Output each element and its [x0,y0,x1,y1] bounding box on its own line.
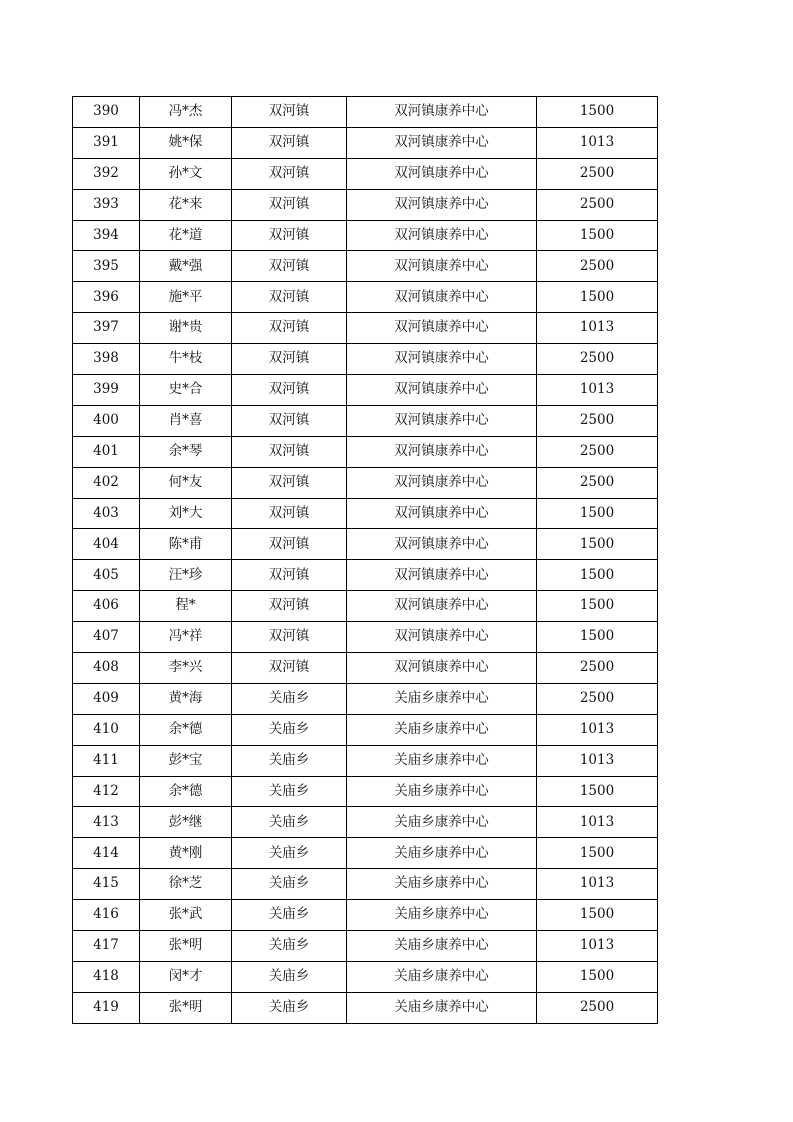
town-cell: 双河镇 [232,405,347,436]
amount-cell: 2500 [537,344,658,375]
name-cell: 余*德 [140,776,232,807]
name-cell: 花*来 [140,189,232,220]
table-row [73,189,658,220]
table-row [73,375,658,406]
row-number-cell: 409 [73,683,140,714]
table-row [73,498,658,529]
town-cell: 关庙乡 [232,931,347,962]
town-cell: 关庙乡 [232,900,347,931]
care-center-cell: 双河镇康养中心 [347,97,537,128]
row-number-cell: 398 [73,344,140,375]
town-cell: 双河镇 [232,529,347,560]
amount-cell: 2500 [537,683,658,714]
name-cell: 谢*贵 [140,313,232,344]
care-center-cell: 双河镇康养中心 [347,653,537,684]
name-cell: 彭*继 [140,807,232,838]
town-cell: 双河镇 [232,591,347,622]
row-number-cell: 416 [73,900,140,931]
row-number-cell: 397 [73,313,140,344]
roster-table-body [73,97,658,1024]
row-number-cell: 404 [73,529,140,560]
table-row [73,127,658,158]
town-cell: 双河镇 [232,251,347,282]
roster-table [72,96,658,1024]
town-cell: 双河镇 [232,436,347,467]
row-number-cell: 391 [73,127,140,158]
care-center-cell: 双河镇康养中心 [347,498,537,529]
care-center-cell: 关庙乡康养中心 [347,683,537,714]
care-center-cell: 双河镇康养中心 [347,467,537,498]
table-row [73,158,658,189]
care-center-cell: 双河镇康养中心 [347,127,537,158]
care-center-cell: 关庙乡康养中心 [347,900,537,931]
care-center-cell: 双河镇康养中心 [347,344,537,375]
table-row [73,591,658,622]
row-number-cell: 400 [73,405,140,436]
town-cell: 双河镇 [232,97,347,128]
care-center-cell: 双河镇康养中心 [347,591,537,622]
name-cell: 冯*祥 [140,622,232,653]
row-number-cell: 390 [73,97,140,128]
care-center-cell: 关庙乡康养中心 [347,869,537,900]
name-cell: 史*合 [140,375,232,406]
amount-cell: 2500 [537,992,658,1023]
amount-cell: 1013 [537,714,658,745]
amount-cell: 1500 [537,560,658,591]
amount-cell: 2500 [537,405,658,436]
table-row [73,653,658,684]
care-center-cell: 关庙乡康养中心 [347,931,537,962]
amount-cell: 2500 [537,436,658,467]
care-center-cell: 双河镇康养中心 [347,251,537,282]
name-cell: 姚*保 [140,127,232,158]
row-number-cell: 413 [73,807,140,838]
name-cell: 张*明 [140,992,232,1023]
table-row [73,436,658,467]
name-cell: 程* [140,591,232,622]
town-cell: 双河镇 [232,467,347,498]
care-center-cell: 双河镇康养中心 [347,282,537,313]
town-cell: 双河镇 [232,375,347,406]
row-number-cell: 396 [73,282,140,313]
amount-cell: 1500 [537,498,658,529]
name-cell: 花*道 [140,220,232,251]
row-number-cell: 407 [73,622,140,653]
table-row [73,251,658,282]
name-cell: 孙*文 [140,158,232,189]
table-row [73,869,658,900]
table-row [73,313,658,344]
amount-cell: 1500 [537,591,658,622]
care-center-cell: 双河镇康养中心 [347,220,537,251]
care-center-cell: 关庙乡康养中心 [347,838,537,869]
care-center-cell: 双河镇康养中心 [347,158,537,189]
amount-cell: 1013 [537,313,658,344]
amount-cell: 1500 [537,220,658,251]
town-cell: 双河镇 [232,158,347,189]
town-cell: 关庙乡 [232,838,347,869]
table-row [73,745,658,776]
amount-cell: 2500 [537,251,658,282]
amount-cell: 1013 [537,375,658,406]
row-number-cell: 411 [73,745,140,776]
amount-cell: 1500 [537,776,658,807]
care-center-cell: 双河镇康养中心 [347,529,537,560]
town-cell: 双河镇 [232,622,347,653]
amount-cell: 2500 [537,467,658,498]
name-cell: 肖*喜 [140,405,232,436]
row-number-cell: 414 [73,838,140,869]
town-cell: 关庙乡 [232,992,347,1023]
care-center-cell: 双河镇康养中心 [347,313,537,344]
town-cell: 关庙乡 [232,807,347,838]
row-number-cell: 392 [73,158,140,189]
row-number-cell: 418 [73,961,140,992]
name-cell: 陈*甫 [140,529,232,560]
row-number-cell: 417 [73,931,140,962]
care-center-cell: 双河镇康养中心 [347,560,537,591]
name-cell: 何*友 [140,467,232,498]
care-center-cell: 关庙乡康养中心 [347,992,537,1023]
amount-cell: 1500 [537,622,658,653]
amount-cell: 1500 [537,838,658,869]
amount-cell: 1013 [537,869,658,900]
amount-cell: 1500 [537,282,658,313]
amount-cell: 1013 [537,807,658,838]
table-row [73,220,658,251]
table-row [73,683,658,714]
name-cell: 彭*宝 [140,745,232,776]
table-row [73,838,658,869]
town-cell: 双河镇 [232,653,347,684]
table-row [73,961,658,992]
town-cell: 双河镇 [232,189,347,220]
table-row [73,282,658,313]
town-cell: 双河镇 [232,220,347,251]
amount-cell: 1013 [537,931,658,962]
row-number-cell: 415 [73,869,140,900]
row-number-cell: 403 [73,498,140,529]
care-center-cell: 双河镇康养中心 [347,405,537,436]
care-center-cell: 双河镇康养中心 [347,189,537,220]
town-cell: 关庙乡 [232,961,347,992]
name-cell: 施*平 [140,282,232,313]
amount-cell: 1500 [537,900,658,931]
amount-cell: 1500 [537,97,658,128]
care-center-cell: 关庙乡康养中心 [347,745,537,776]
town-cell: 关庙乡 [232,869,347,900]
table-row [73,97,658,128]
row-number-cell: 410 [73,714,140,745]
table-row [73,714,658,745]
row-number-cell: 399 [73,375,140,406]
care-center-cell: 关庙乡康养中心 [347,776,537,807]
town-cell: 关庙乡 [232,683,347,714]
town-cell: 关庙乡 [232,776,347,807]
care-center-cell: 双河镇康养中心 [347,622,537,653]
table-row [73,992,658,1023]
table-row [73,807,658,838]
town-cell: 双河镇 [232,344,347,375]
name-cell: 冯*杰 [140,97,232,128]
name-cell: 余*琴 [140,436,232,467]
town-cell: 双河镇 [232,498,347,529]
row-number-cell: 393 [73,189,140,220]
table-row [73,931,658,962]
name-cell: 李*兴 [140,653,232,684]
amount-cell: 1500 [537,529,658,560]
row-number-cell: 405 [73,560,140,591]
name-cell: 闵*才 [140,961,232,992]
table-row [73,776,658,807]
name-cell: 徐*芝 [140,869,232,900]
table-row [73,467,658,498]
amount-cell: 2500 [537,158,658,189]
table-row [73,622,658,653]
row-number-cell: 419 [73,992,140,1023]
row-number-cell: 401 [73,436,140,467]
amount-cell: 1013 [537,127,658,158]
care-center-cell: 关庙乡康养中心 [347,961,537,992]
name-cell: 戴*强 [140,251,232,282]
town-cell: 双河镇 [232,127,347,158]
name-cell: 张*武 [140,900,232,931]
table-row [73,405,658,436]
row-number-cell: 394 [73,220,140,251]
town-cell: 双河镇 [232,560,347,591]
table-row [73,560,658,591]
amount-cell: 2500 [537,653,658,684]
town-cell: 双河镇 [232,282,347,313]
name-cell: 刘*大 [140,498,232,529]
amount-cell: 2500 [537,189,658,220]
amount-cell: 1500 [537,961,658,992]
table-row [73,344,658,375]
row-number-cell: 402 [73,467,140,498]
name-cell: 张*明 [140,931,232,962]
row-number-cell: 395 [73,251,140,282]
row-number-cell: 408 [73,653,140,684]
care-center-cell: 双河镇康养中心 [347,375,537,406]
name-cell: 余*德 [140,714,232,745]
table-row [73,529,658,560]
town-cell: 双河镇 [232,313,347,344]
name-cell: 黄*刚 [140,838,232,869]
row-number-cell: 412 [73,776,140,807]
care-center-cell: 关庙乡康养中心 [347,714,537,745]
town-cell: 关庙乡 [232,745,347,776]
name-cell: 黄*海 [140,683,232,714]
town-cell: 关庙乡 [232,714,347,745]
name-cell: 牛*枝 [140,344,232,375]
table-row [73,900,658,931]
name-cell: 汪*珍 [140,560,232,591]
row-number-cell: 406 [73,591,140,622]
care-center-cell: 关庙乡康养中心 [347,807,537,838]
care-center-cell: 双河镇康养中心 [347,436,537,467]
amount-cell: 1013 [537,745,658,776]
